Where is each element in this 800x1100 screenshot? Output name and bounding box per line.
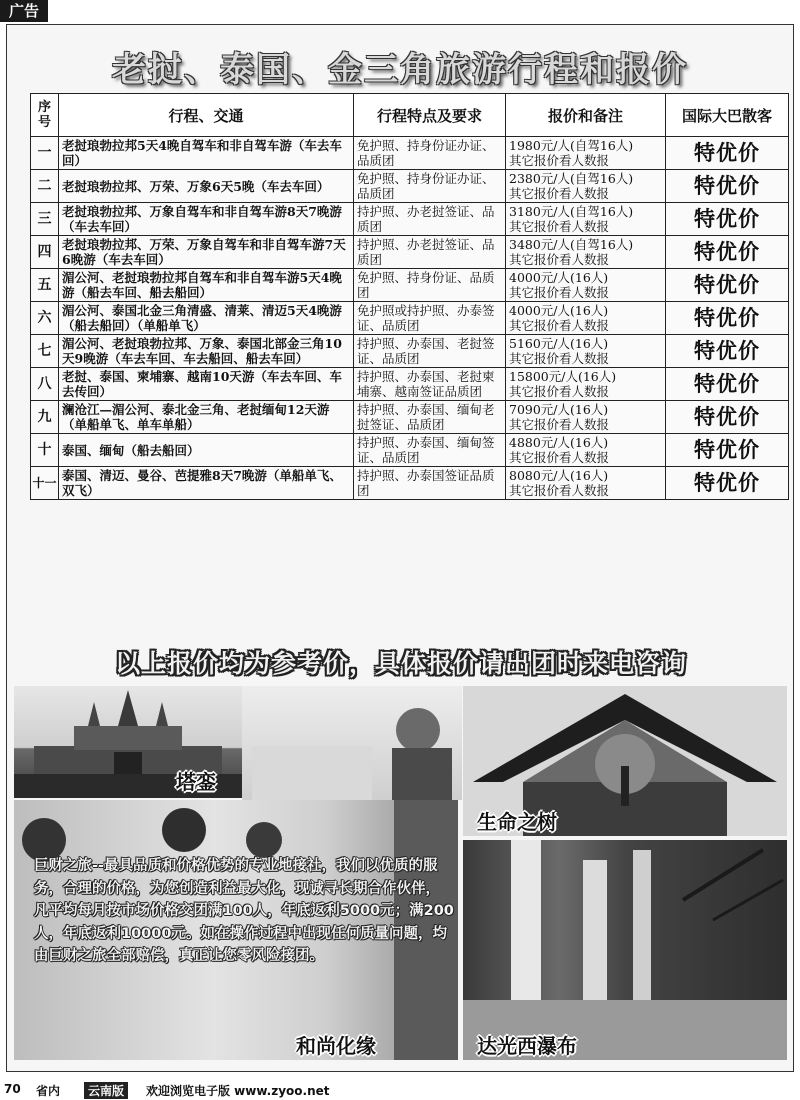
price-note: 其它报价看人数报 <box>509 450 610 465</box>
row-number: 三 <box>31 203 59 236</box>
footer-region: 云南版 <box>84 1082 128 1099</box>
tree-caption: 生命之树 <box>477 810 557 834</box>
price-note: 其它报价看人数报 <box>509 384 610 399</box>
price-notice-slogan: 以上报价均为参考价，具体报价请出团时来电咨询 <box>114 649 687 678</box>
row-special-price: 特优价 <box>666 269 789 302</box>
row-requirements: 持护照、办泰国、缅甸老挝签证、品质团 <box>354 401 506 434</box>
price-note: 其它报价看人数报 <box>509 417 610 432</box>
price-note: 其它报价看人数报 <box>509 252 610 267</box>
row-special-price: 特优价 <box>666 434 789 467</box>
row-route: 湄公河、泰国北金三角清盛、清莱、清迈5天4晚游（船去船回）（单船单飞） <box>59 302 354 335</box>
row-route: 老挝琅勃拉邦、万象自驾车和非自驾车游8天7晚游（车去车回） <box>59 203 354 236</box>
header-num: 序号 <box>31 94 59 137</box>
table-row <box>31 467 789 500</box>
row-special-price: 特优价 <box>666 137 789 170</box>
ad-label: 广告 <box>0 0 48 22</box>
price-value: 3480元/人(自驾16人) <box>509 237 634 252</box>
row-requirements: 免护照、持身份证、品质团 <box>354 269 506 302</box>
row-special-price: 特优价 <box>666 170 789 203</box>
row-route: 湄公河、老挝琅勃拉邦自驾车和非自驾车游5天4晚游（船去车回、船去船回） <box>59 269 354 302</box>
row-price <box>506 467 666 500</box>
header-requirements: 行程特点及要求 <box>354 94 506 137</box>
price-value: 8080元/人(16人) <box>509 468 609 483</box>
row-price <box>506 335 666 368</box>
row-special-price: 特优价 <box>666 467 789 500</box>
table-row <box>31 302 789 335</box>
stupa-photo <box>14 686 242 798</box>
waterfall-photo <box>463 840 787 1060</box>
row-number: 八 <box>31 368 59 401</box>
row-number: 一 <box>31 137 59 170</box>
row-number: 十一 <box>31 467 59 500</box>
row-requirements: 持护照、办泰国签证品质团 <box>354 467 506 500</box>
page-number: 70 <box>4 1082 21 1096</box>
itinerary-table <box>30 93 789 500</box>
row-route: 泰国、缅甸（船去船回） <box>59 434 354 467</box>
row-special-price: 特优价 <box>666 401 789 434</box>
row-price <box>506 434 666 467</box>
row-route: 老挝、泰国、柬埔寨、越南10天游（车去车回、车去传回） <box>59 368 354 401</box>
price-value: 4000元/人(16人) <box>509 270 609 285</box>
table-row <box>31 335 789 368</box>
row-special-price: 特优价 <box>666 203 789 236</box>
price-note: 其它报价看人数报 <box>509 285 610 300</box>
footer-section: 省内 <box>36 1084 61 1098</box>
row-route: 湄公河、老挝琅勃拉邦、万象、泰国北部金三角10天9晚游（车去车回、车去船回、船去车回） <box>59 335 354 368</box>
monk-top-photo <box>242 686 462 800</box>
row-price <box>506 170 666 203</box>
price-value: 2380元/人(自驾16人) <box>509 171 634 186</box>
row-route: 老挝琅勃拉邦、万荣、万象自驾车和非自驾车游7天6晚游（车去车回） <box>59 236 354 269</box>
price-value: 15800元/人(16人) <box>509 369 617 384</box>
stupa-caption: 塔銮 <box>176 770 216 794</box>
temple-photo <box>463 686 787 836</box>
row-price <box>506 302 666 335</box>
price-note: 其它报价看人数报 <box>509 483 610 498</box>
row-requirements: 持护照、办老挝签证、品质团 <box>354 236 506 269</box>
row-number: 十 <box>31 434 59 467</box>
row-requirements: 免护照或持护照、办泰签证、品质团 <box>354 302 506 335</box>
price-value: 1980元/人(自驾16人) <box>509 138 634 153</box>
waterfall-image <box>463 840 787 1060</box>
waterfall-caption: 达光西瀑布 <box>477 1034 577 1058</box>
page-title: 老挝、泰国、金三角旅游行程和报价 <box>112 50 688 90</box>
row-requirements: 免护照、持身份证办证、品质团 <box>354 170 506 203</box>
table-row <box>31 368 789 401</box>
table-row <box>31 401 789 434</box>
price-value: 7090元/人(16人) <box>509 402 609 417</box>
table-row <box>31 269 789 302</box>
row-number: 五 <box>31 269 59 302</box>
row-requirements: 持护照、办泰国、老挝签证、品质团 <box>354 335 506 368</box>
price-note: 其它报价看人数报 <box>509 186 610 201</box>
row-requirements: 持护照、办泰国、缅甸签证、品质团 <box>354 434 506 467</box>
row-price <box>506 137 666 170</box>
row-special-price: 特优价 <box>666 335 789 368</box>
row-price <box>506 269 666 302</box>
row-number: 四 <box>31 236 59 269</box>
monk-caption: 和尚化缘 <box>296 1034 376 1058</box>
table-row <box>31 203 789 236</box>
row-route: 澜沧江—湄公河、泰北金三角、老挝缅甸12天游（单船单飞、单车单船） <box>59 401 354 434</box>
row-price <box>506 203 666 236</box>
header-route: 行程、交通 <box>59 94 354 137</box>
row-number: 六 <box>31 302 59 335</box>
table-row <box>31 236 789 269</box>
row-number: 九 <box>31 401 59 434</box>
monk-top-image <box>242 686 462 800</box>
row-requirements: 免护照、持身份证办证、品质团 <box>354 137 506 170</box>
row-requirements: 持护照、办泰国、老挝柬埔寨、越南签证品质团 <box>354 368 506 401</box>
price-value: 4880元/人(16人) <box>509 435 609 450</box>
row-price <box>506 236 666 269</box>
promo-text: 巨财之旅--最具品质和价格优势的专业地接社，我们以优质的服务，合理的价格，为您创造利益最大化，现诚寻长期合作伙伴，凡平均每月按市场价格交团满100人，年底返利5000元；满200人，年底返利10000元。如在操作过程中出现任何质量问题，均由巨财之旅全部赔偿，真正让您零风险接团。 <box>34 858 454 964</box>
price-value: 3180元/人(自驾16人) <box>509 204 634 219</box>
row-route: 老挝琅勃拉邦5天4晚自驾车和非自驾车游（车去车回） <box>59 137 354 170</box>
row-requirements: 持护照、办老挝签证、品质团 <box>354 203 506 236</box>
table-row <box>31 170 789 203</box>
price-note: 其它报价看人数报 <box>509 219 610 234</box>
header-bus: 国际大巴散客 <box>666 94 789 137</box>
price-note: 其它报价看人数报 <box>509 351 610 366</box>
footer-website[interactable]: 欢迎浏览电子版 www.zyoo.net <box>146 1084 330 1098</box>
row-special-price: 特优价 <box>666 236 789 269</box>
row-price <box>506 401 666 434</box>
row-route: 老挝琅勃拉邦、万荣、万象6天5晚（车去车回） <box>59 170 354 203</box>
table-header-row <box>31 94 789 137</box>
row-special-price: 特优价 <box>666 368 789 401</box>
row-number: 二 <box>31 170 59 203</box>
header-price: 报价和备注 <box>506 94 666 137</box>
row-route: 泰国、清迈、曼谷、芭提雅8天7晚游（单船单飞、双飞） <box>59 467 354 500</box>
price-value: 4000元/人(16人) <box>509 303 609 318</box>
price-note: 其它报价看人数报 <box>509 318 610 333</box>
page-footer <box>0 1080 800 1100</box>
table-row <box>31 434 789 467</box>
price-note: 其它报价看人数报 <box>509 153 610 168</box>
row-number: 七 <box>31 335 59 368</box>
row-special-price: 特优价 <box>666 302 789 335</box>
price-value: 5160元/人(16人) <box>509 336 609 351</box>
table-row <box>31 137 789 170</box>
row-price <box>506 368 666 401</box>
